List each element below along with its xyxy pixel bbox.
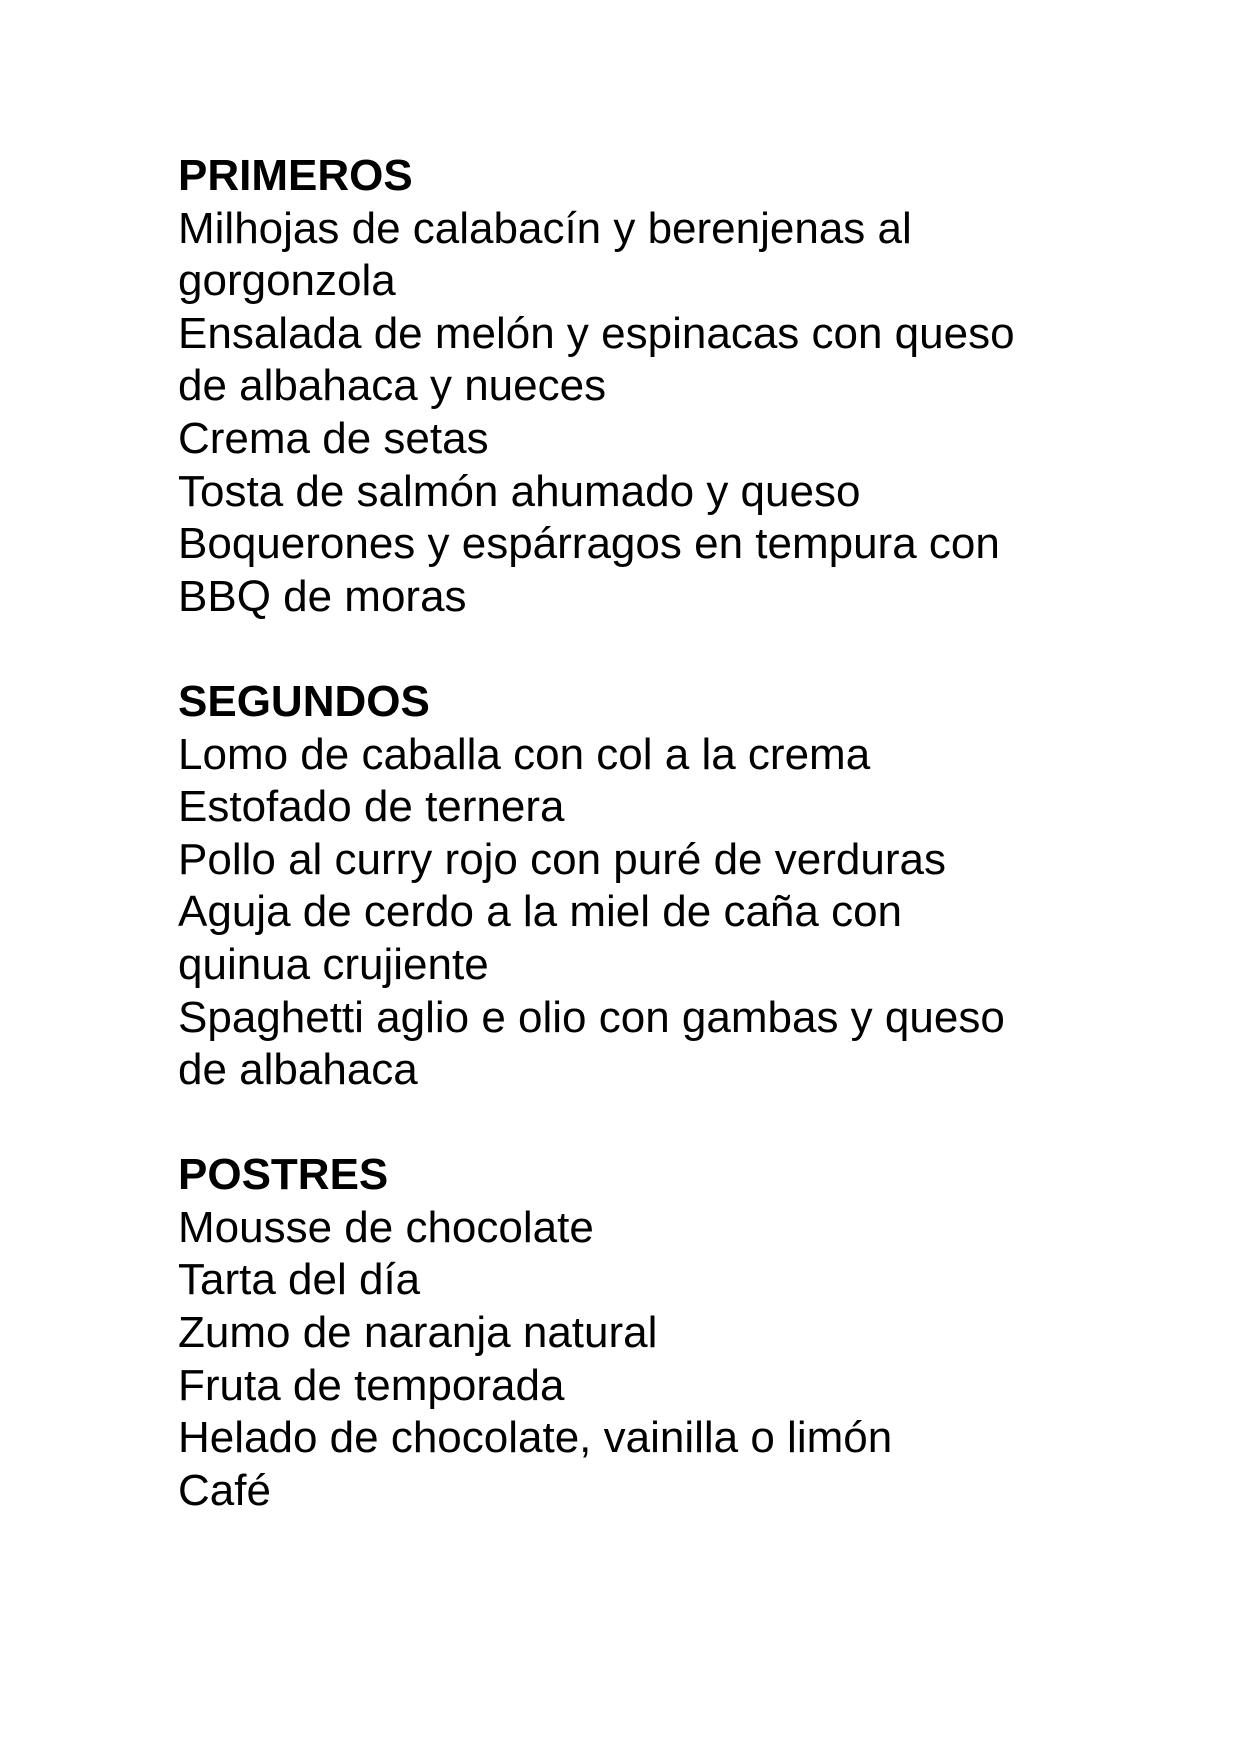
menu-item: Spaghetti aglio e olio con gambas y queso de albahaca: [178, 992, 1005, 1095]
menu-item: Mousse de chocolate: [178, 1202, 594, 1252]
menu-item: Estofado de ternera: [178, 782, 565, 832]
menu-item: Tosta de salmón ahumado y queso: [178, 466, 861, 516]
menu-item: Lomo de caballa con col a la crema: [178, 729, 871, 779]
section-postres: [178, 1149, 1138, 1517]
section-segundos: [178, 676, 1138, 1097]
menu-item: Fruta de temporada: [178, 1360, 565, 1410]
menu-item: Ensalada de melón y espinacas con queso de albahaca y nueces: [178, 308, 1015, 411]
menu-page: [178, 150, 1138, 1570]
section-title: POSTRES: [178, 1150, 389, 1200]
section-title: PRIMEROS: [178, 151, 413, 200]
menu-item: Tarta del día: [178, 1255, 421, 1305]
menu-item: Boquerones y espárragos en tempura con BBQ de moras: [178, 519, 1000, 621]
menu-item: Milhojas de calabacín y berenjenas al gorgonzola: [178, 203, 912, 306]
section-primeros: [178, 150, 1138, 623]
menu-item: Crema de setas: [178, 413, 489, 463]
menu-item: Helado de chocolate, vainilla o limón: [178, 1413, 893, 1463]
menu-item: Aguja de cerdo a la miel de caña con quinua crujiente: [178, 887, 903, 989]
section-title: SEGUNDOS: [178, 676, 430, 726]
menu-item: Pollo al curry rojo con puré de verduras: [178, 834, 946, 884]
menu-item: Café: [178, 1465, 271, 1515]
menu-item: Zumo de naranja natural: [178, 1308, 658, 1358]
